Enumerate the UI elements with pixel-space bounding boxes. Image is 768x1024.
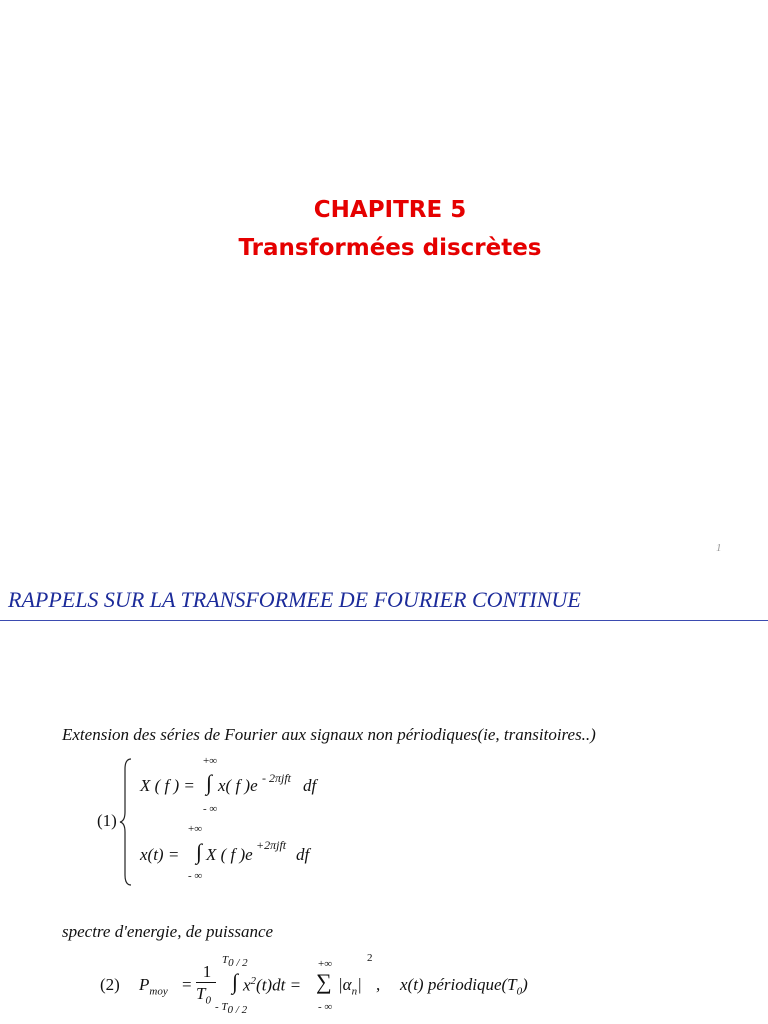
eq2-frac-den <box>196 984 211 1006</box>
eq2-int-lower-tail: 0 / 2 <box>227 1004 248 1017</box>
eq1-line1-integrand: x( f )e <box>218 776 258 795</box>
eq1-line2-integrand: X ( f )e <box>206 845 253 864</box>
eq1-line1-df: df <box>303 776 317 795</box>
eq2-p-sub: moy <box>149 985 168 998</box>
eq1-line1-exponent: - 2πjft <box>262 771 292 785</box>
section-heading: RAPPELS SUR LA TRANSFORMEE DE FOURIER CONTINUE <box>8 587 581 612</box>
eq2-equals: = <box>182 975 192 994</box>
eq2-condition-text: x(t) périodique(T <box>400 975 517 994</box>
eq2-alpha-open: |α <box>338 975 352 994</box>
heading-divider <box>0 620 768 621</box>
eq2-condition-close: ) <box>522 975 528 994</box>
eq2-integrand-tail: (t)dt = <box>256 975 302 995</box>
eq2-int-lower <box>215 1001 247 1016</box>
eq2-frac-den-sub: 0 <box>205 994 211 1007</box>
eq2-integrand <box>243 975 301 996</box>
eq2-frac-den-t: T <box>196 984 206 1003</box>
eq2-alpha-sub: n <box>351 985 358 998</box>
eq2-int-upper-t: T <box>222 954 229 966</box>
eq1-label: (1) <box>97 811 117 830</box>
eq2-condition <box>400 975 528 997</box>
eq2-int-lower-t: - T <box>215 1001 228 1013</box>
eq1-line2-lhs: x(t) = <box>140 845 180 864</box>
intro-text: Extension des séries de Fourier aux signaux non périodiques(ie, transitoires..) <box>62 725 596 744</box>
integral-sign-1: ∫ <box>206 770 213 795</box>
eq2-int-upper-tail: 0 / 2 <box>228 957 248 970</box>
integral-sign-3: ∫ <box>232 969 239 994</box>
eq1-line2-exponent: +2πjft <box>256 838 287 852</box>
eq2-x: x <box>243 975 251 995</box>
eq2-alpha-close: | <box>357 975 362 994</box>
eq2-comma: , <box>376 975 381 994</box>
eq2-lhs <box>139 975 168 997</box>
page-number: 1 <box>716 542 722 554</box>
eq2-power: 2 <box>367 952 373 964</box>
content-slide <box>0 572 768 1024</box>
eq2-p: P <box>139 975 150 994</box>
chapter-subtitle: Transformées discrètes <box>238 235 542 261</box>
eq2-condition-sub: 0 <box>516 985 523 998</box>
eq2-frac-bar <box>196 982 216 983</box>
system-brace <box>118 757 134 887</box>
eq1-line1-upper-limit: +∞ <box>203 755 218 767</box>
eq2-frac-num: 1 <box>202 962 212 981</box>
eq1-line2-upper-limit: +∞ <box>188 823 203 835</box>
eq1-line2-lower-limit: - ∞ <box>188 870 203 882</box>
eq2-x-sup: 2 <box>250 975 257 987</box>
eq2-label: (2) <box>100 975 120 994</box>
eq2-int-upper <box>222 954 248 969</box>
eq2-sum-lower: - ∞ <box>318 1001 333 1013</box>
spectre-text: spectre d'energie, de puissance <box>62 922 274 941</box>
chapter-title: CHAPITRE 5 <box>313 197 467 223</box>
eq1-line2-df: df <box>296 845 310 864</box>
integral-sign-2: ∫ <box>196 839 203 864</box>
sum-sign: ∑ <box>316 969 332 994</box>
eq1-line1-lower-limit: - ∞ <box>203 803 218 815</box>
eq2-sum-upper: +∞ <box>318 958 333 970</box>
eq1-line1-lhs: X ( f ) = <box>140 776 195 795</box>
eq2-alpha <box>338 975 362 997</box>
